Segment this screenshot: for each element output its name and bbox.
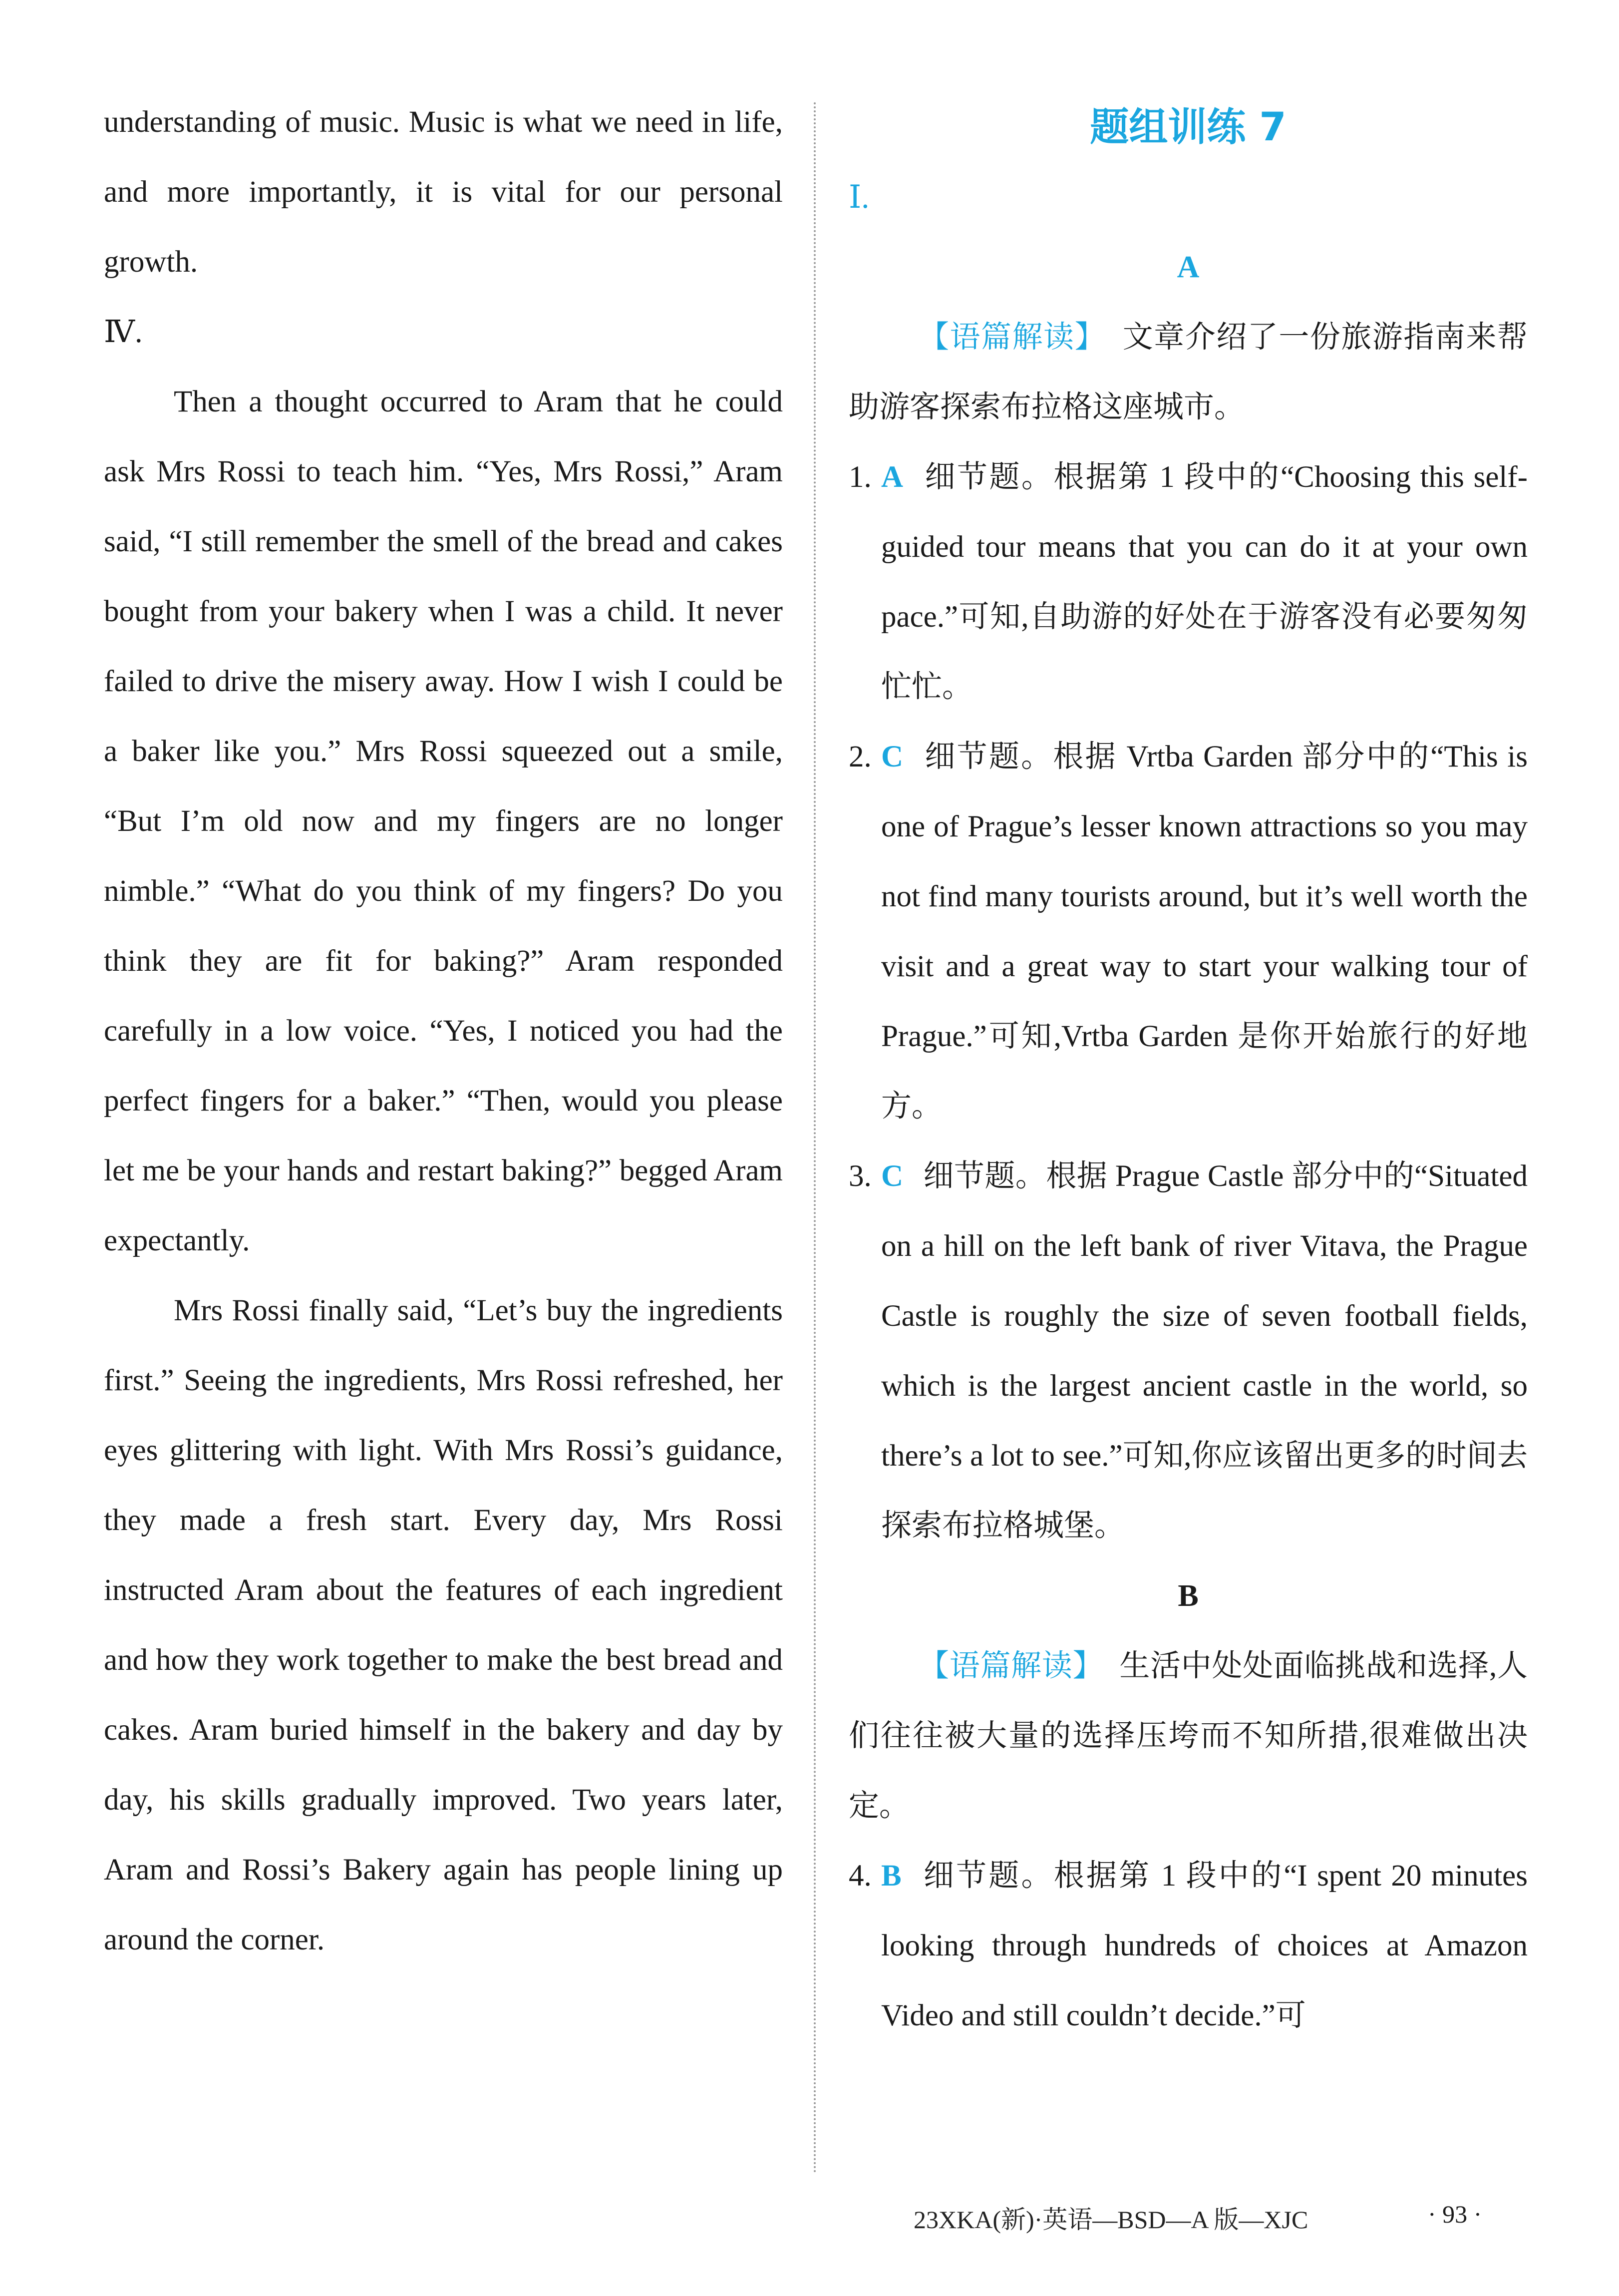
- answer-letter: B: [881, 1859, 902, 1893]
- section-label-i: Ⅰ.: [849, 179, 870, 215]
- left-column: [104, 87, 783, 1975]
- paragraph-3: Mrs Rossi finally said, “Let’s buy the ingredients first.” Seeing the ingredients, Mrs Rossi refreshed, her eyes glittering with light. With Mrs Rossi’s guidance, they made a fresh start. Every day, Mrs Rossi instructed Aram about the features of each ingredient and how they work together to make the best bread and cakes. Aram buried himself in the bakery and day by day, his skills gradually improved. Two years later, Aram and Rossi’s Bakery again has people lining up around the corner.: [104, 1294, 783, 1956]
- reading-summary-b: [849, 1631, 1528, 1841]
- reading-summary-a: [849, 302, 1528, 442]
- answer-item-1: 1. A 细节题。根据第 1 段中的“Choosing this self-guided tour means that you can do it at your own pace.”可知,自助游的好处在于游客没有必要匆匆忙忙。: [849, 460, 1528, 704]
- right-column: [849, 87, 1528, 2051]
- page-number: · 93 ·: [1428, 2200, 1482, 2228]
- section-label-iv: Ⅳ.: [104, 315, 143, 349]
- answer-letter: C: [881, 740, 904, 773]
- answer-letter: A: [881, 460, 904, 494]
- reading-text-a: 文章介绍了一份旅游指南来帮助游客探索布拉格这座城市。: [849, 321, 1528, 424]
- passage-label-b: B: [1178, 1579, 1199, 1613]
- section-title: 题组训练 7: [1090, 105, 1287, 150]
- answer-item-3: 3. C 细节题。根据 Prague Castle 部分中的“Situated on a hill on the left bank of river Vitava, the Prague Castle is roughly the size of seven football fields, which is the largest ancient castle in the world, so there’s a lot to see.”可知,你应该留出更多的时间去探索布拉格城堡。: [849, 1159, 1528, 1542]
- paragraph-1: understanding of music. Music is what we need in life, and more importantly, it is vital for our personal growth.: [104, 105, 783, 279]
- answer-letter: C: [881, 1159, 904, 1193]
- column-divider: [814, 102, 816, 2175]
- paragraph-2: Then a thought occurred to Aram that he could ask Mrs Rossi to teach him. “Yes, Mrs Rossi,” Aram said, “I still remember the smell of the bread and cakes bought from your bakery when I was a child. It never failed to drive the misery away. How I wish I could be a baker like you.” Mrs Rossi squeezed out a smile, “But I’m old now and my fingers are no longer nimble.” “What do you think of my fingers? Do you think they are fit for baking?” Aram responded carefully in a low voice. “Yes, I noticed you had the perfect fingers for a baker.” “Then, would you please let me be your hands and restart baking?” begged Aram expectantly.: [104, 385, 783, 1257]
- answer-item-4: 4. B 细节题。根据第 1 段中的“I spent 20 minutes looking through hundreds of choices at Amazon Video and still couldn’t decide.”可: [849, 1859, 1528, 2032]
- passage-label-a: A: [1177, 250, 1200, 284]
- reading-tag: 【语篇解读】: [919, 319, 1106, 355]
- answer-item-2: 2. C 细节题。根据 Vrtba Garden 部分中的“This is one of Prague’s lesser known attractions so you may not find many tourists around, but it’s well worth the visit and a great way to start your walking tour of Prague.”可知,Vrtba Garden 是你开始旅行的好地方。: [849, 740, 1528, 1123]
- reading-tag: 【语篇解读】: [919, 1648, 1104, 1683]
- reading-text-b: 生活中处处面临挑战和选择,人们往往被大量的选择压垮而不知所措,很难做出决定。: [849, 1649, 1528, 1823]
- footer-code: 23XKA(新)·英语—BSD—A 版—XJC: [914, 2206, 1308, 2234]
